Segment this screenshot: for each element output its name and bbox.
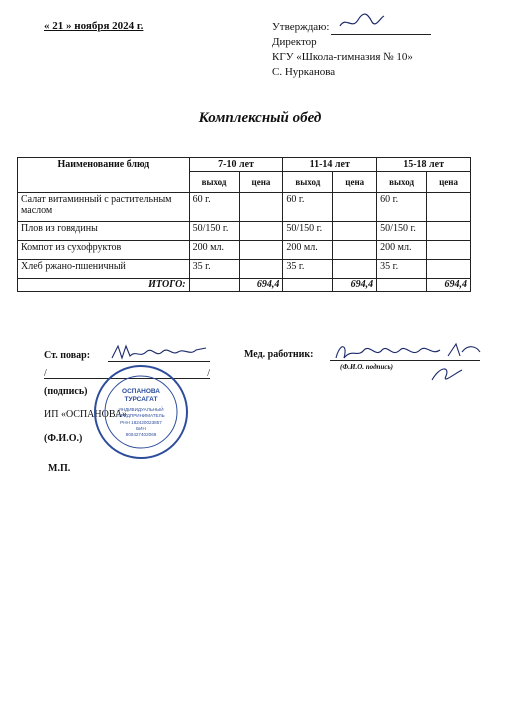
approval-position: Директор	[272, 36, 317, 48]
sub-price-2: цена	[333, 172, 377, 193]
total-spacer	[283, 279, 333, 292]
med-worker-signature	[330, 336, 490, 386]
price-cell	[427, 241, 471, 260]
approval-organization: КГУ «Школа-гимназия № 10»	[272, 51, 413, 63]
total-row	[18, 279, 471, 292]
stamp-text-4: ПРЕДПРИНИМАТЕЛЬ	[117, 413, 165, 418]
table-row	[18, 241, 471, 260]
menu-table	[17, 157, 471, 292]
price-cell	[333, 260, 377, 279]
price-cell	[333, 193, 377, 222]
med-worker-label: Мед. работник:	[244, 349, 314, 360]
total-value: 694,4	[239, 279, 283, 292]
total-value: 694,4	[333, 279, 377, 292]
dish-name: Салат витаминный с растительным маслом	[18, 193, 190, 222]
dish-name: Компот из сухофруктов	[18, 241, 190, 260]
output-cell: 35 г.	[283, 260, 333, 279]
price-cell	[239, 222, 283, 241]
sub-output-3: выход	[377, 172, 427, 193]
output-cell: 60 г.	[283, 193, 333, 222]
seal-stamp	[92, 363, 190, 461]
table-row	[18, 222, 471, 241]
ip-label: ИП «ОСПАНОВА»	[44, 409, 128, 420]
output-cell: 200 мл.	[189, 241, 239, 260]
price-cell	[427, 260, 471, 279]
price-cell	[239, 241, 283, 260]
output-cell: 60 г.	[377, 193, 427, 222]
col-dish-header: Наименование блюд	[18, 158, 190, 193]
sub-price-1: цена	[239, 172, 283, 193]
dish-name: Плов из говядины	[18, 222, 190, 241]
chef-label: Ст. повар:	[44, 350, 91, 361]
mp-label: М.П.	[48, 463, 71, 474]
slash-left: /	[44, 368, 47, 379]
stamp-text-3: ИНДИВИДУАЛЬНЫЙ	[118, 407, 164, 412]
price-cell	[333, 241, 377, 260]
total-value: 694,4	[427, 279, 471, 292]
sub-output-2: выход	[283, 172, 333, 193]
price-cell	[427, 222, 471, 241]
page-title: Комплексный обед	[198, 110, 322, 126]
price-cell	[333, 222, 377, 241]
table-row	[18, 193, 471, 222]
sub-output-1: выход	[189, 172, 239, 193]
table-row	[18, 260, 471, 279]
col-age-group-2: 11-14 лет	[283, 158, 377, 172]
chef-signature	[110, 340, 210, 364]
stamp-text-2: ТУРСАГАТ	[124, 396, 158, 403]
slash-right: /	[207, 368, 210, 379]
output-cell: 50/150 г.	[377, 222, 427, 241]
approval-label: Утверждаю:	[272, 21, 330, 33]
total-spacer	[377, 279, 427, 292]
stamp-text-5: РНН 182420023857	[120, 420, 162, 425]
col-age-group-3: 15-18 лет	[377, 158, 471, 172]
fio-signature-hint: (Ф.И.О. подпись)	[340, 363, 393, 371]
price-cell	[239, 193, 283, 222]
output-cell: 35 г.	[189, 260, 239, 279]
director-signature	[338, 10, 386, 32]
price-cell	[239, 260, 283, 279]
stamp-text-6: БИН	[136, 426, 146, 431]
total-spacer	[189, 279, 239, 292]
output-cell: 200 мл.	[283, 241, 333, 260]
dish-name: Хлеб ржано-пшеничный	[18, 260, 190, 279]
col-age-group-1: 7-10 лет	[189, 158, 283, 172]
output-cell: 200 мл.	[377, 241, 427, 260]
price-cell	[427, 193, 471, 222]
total-label: ИТОГО:	[18, 279, 190, 292]
approval-name: С. Нурканова	[272, 66, 336, 78]
stamp-text-7: 800427402069	[125, 432, 157, 437]
fio-label: (Ф.И.О.)	[44, 433, 83, 444]
document-date: « 21 » ноября 2024 г.	[44, 20, 144, 32]
table-header-row	[18, 158, 471, 172]
signature-hint: (подпись)	[44, 386, 88, 397]
output-cell: 35 г.	[377, 260, 427, 279]
stamp-text-1: ОСПАНОВА	[122, 388, 160, 395]
output-cell: 50/150 г.	[189, 222, 239, 241]
output-cell: 60 г.	[189, 193, 239, 222]
output-cell: 50/150 г.	[283, 222, 333, 241]
sub-price-3: цена	[427, 172, 471, 193]
